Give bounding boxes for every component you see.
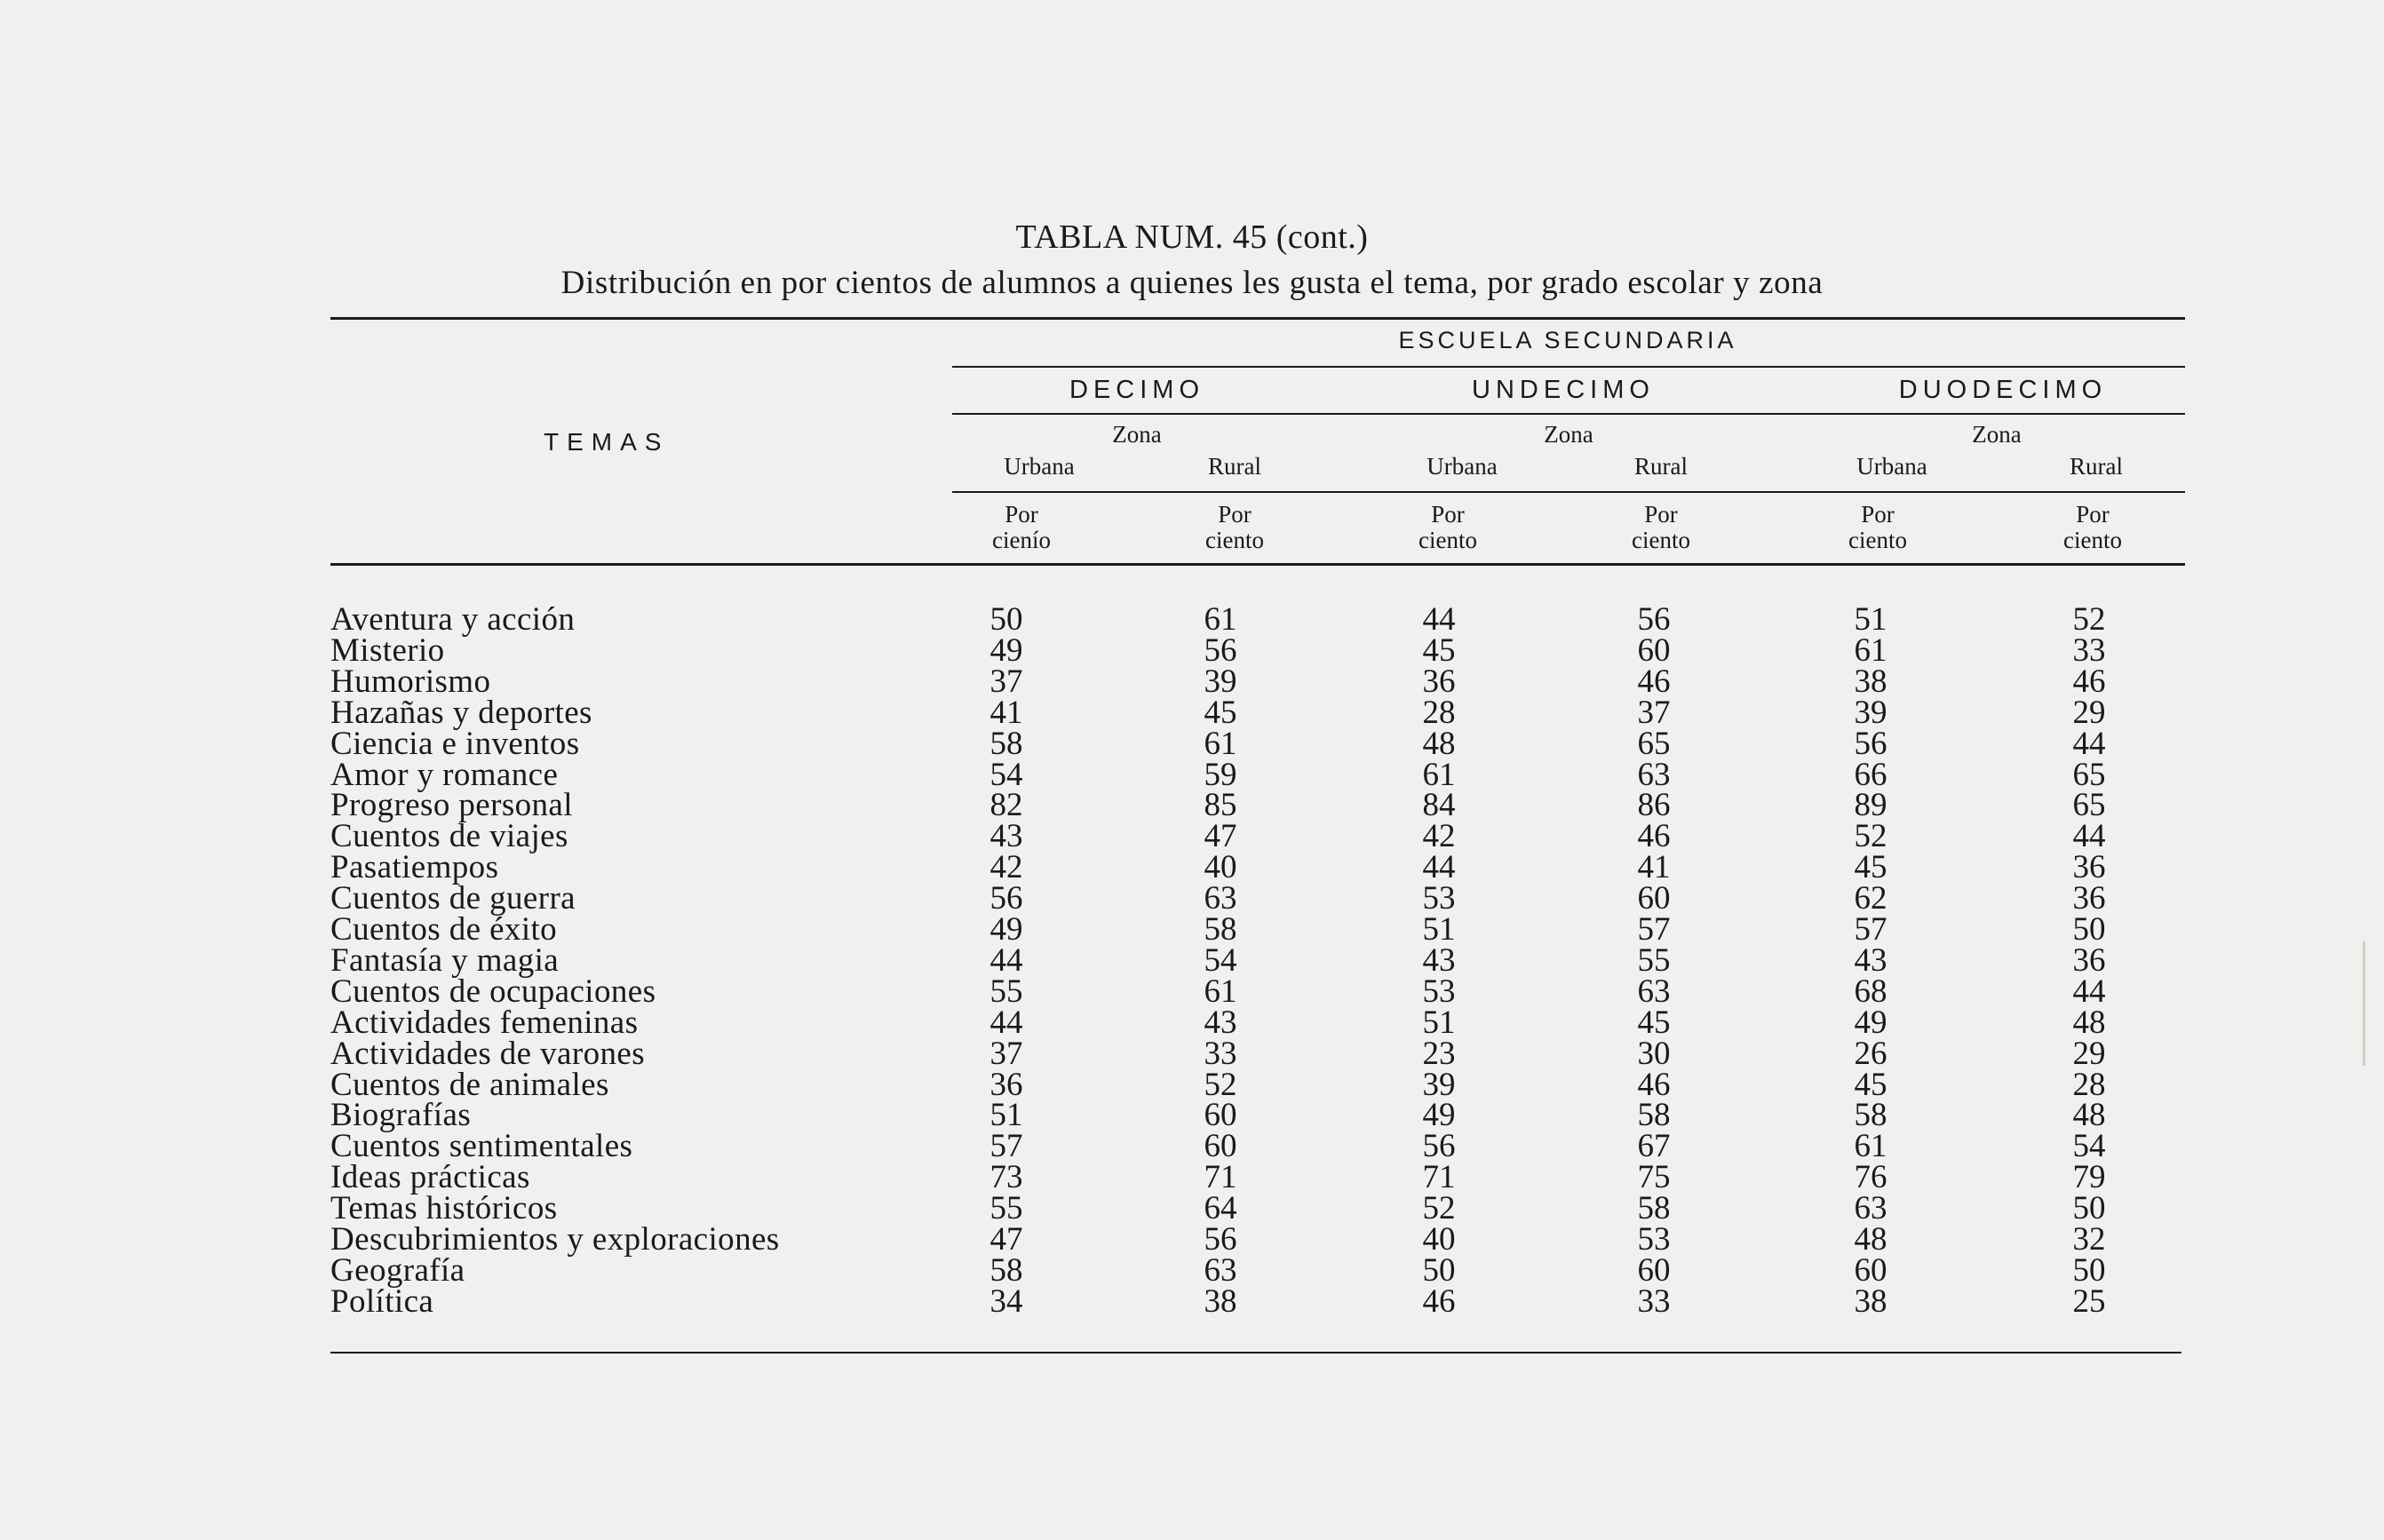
percent-cell: 58 xyxy=(1637,1097,1671,1134)
percent-cell: 58 xyxy=(1204,911,1237,948)
tema-label: Cuentos de éxito xyxy=(330,911,558,948)
tema-label: Cuentos de animales xyxy=(330,1066,609,1103)
percent-cell: 58 xyxy=(989,725,1023,762)
por-ciento-5 xyxy=(1807,502,1949,553)
percent-cell: 60 xyxy=(1854,1251,1887,1289)
percent-cell: 63 xyxy=(1637,972,1671,1010)
percent-cell: 44 xyxy=(2072,972,2106,1010)
percent-cell: 49 xyxy=(989,631,1023,669)
percent-cell: 66 xyxy=(1854,756,1887,793)
table-row xyxy=(0,1128,2384,1165)
percent-cell: 53 xyxy=(1637,1221,1671,1258)
tema-label: Cuentos de guerra xyxy=(330,880,576,917)
percent-cell: 37 xyxy=(989,663,1023,700)
percent-cell: 36 xyxy=(989,1066,1023,1103)
table-row xyxy=(0,1159,2384,1196)
percent-cell: 36 xyxy=(2072,880,2106,917)
percent-cell: 50 xyxy=(2072,1251,2106,1289)
percent-cell: 57 xyxy=(989,1128,1023,1165)
percent-cell: 47 xyxy=(1204,818,1237,855)
school-header: ESCUELA SECUNDARIA xyxy=(1398,327,1737,353)
percent-cell: 38 xyxy=(1204,1282,1237,1320)
percent-cell: 85 xyxy=(1204,787,1237,824)
percent-cell: 33 xyxy=(2072,631,2106,669)
percent-cell: 61 xyxy=(1422,756,1456,793)
table-row xyxy=(0,694,2384,731)
ciento-label: ciento xyxy=(1632,527,1690,553)
por-ciento-6 xyxy=(2022,502,2164,553)
percent-cell: 44 xyxy=(1422,849,1456,886)
ciento-label: ciento xyxy=(1848,527,1907,553)
percent-cell: 45 xyxy=(1422,631,1456,669)
ciento-label: ciento xyxy=(1205,527,1264,553)
percent-cell: 67 xyxy=(1637,1128,1671,1165)
percent-cell: 32 xyxy=(2072,1221,2106,1258)
rural-label-undecimo: Rural xyxy=(1634,453,1688,480)
zona-rule xyxy=(952,491,2185,493)
por-label: Por xyxy=(2076,501,2110,528)
percent-cell: 57 xyxy=(1854,911,1887,948)
table-row xyxy=(0,849,2384,886)
percent-cell: 61 xyxy=(1854,1128,1887,1165)
tema-label: Geografía xyxy=(330,1251,465,1289)
percent-cell: 60 xyxy=(1637,631,1671,669)
percent-cell: 45 xyxy=(1204,694,1237,731)
tema-label: Política xyxy=(330,1282,434,1320)
percent-cell: 51 xyxy=(1422,1004,1456,1041)
percent-cell: 36 xyxy=(1422,663,1456,700)
tema-label: Amor y romance xyxy=(330,756,559,793)
percent-cell: 64 xyxy=(1204,1190,1237,1227)
percent-cell: 50 xyxy=(1422,1251,1456,1289)
percent-cell: 44 xyxy=(2072,725,2106,762)
percent-cell: 39 xyxy=(1854,694,1887,731)
percent-cell: 39 xyxy=(1204,663,1237,700)
percent-cell: 41 xyxy=(1637,849,1671,886)
table-row xyxy=(0,663,2384,700)
table-row xyxy=(0,725,2384,762)
urbana-label-duodecimo: Urbana xyxy=(1856,453,1927,480)
percent-cell: 29 xyxy=(2072,694,2106,731)
tema-label: Cuentos sentimentales xyxy=(330,1128,633,1165)
percent-cell: 58 xyxy=(1637,1190,1671,1227)
percent-cell: 68 xyxy=(1854,972,1887,1010)
percent-cell: 56 xyxy=(1204,631,1237,669)
percent-cell: 36 xyxy=(2072,941,2106,979)
percent-cell: 43 xyxy=(1422,941,1456,979)
ciento-label: ciento xyxy=(1418,527,1477,553)
table-row xyxy=(0,1221,2384,1258)
tema-label: Temas históricos xyxy=(330,1190,558,1227)
percent-cell: 45 xyxy=(1854,1066,1887,1103)
rural-label-decimo: Rural xyxy=(1208,453,1261,480)
por-ciento-3 xyxy=(1377,502,1519,553)
percent-cell: 59 xyxy=(1204,756,1237,793)
percent-cell: 60 xyxy=(1204,1097,1237,1134)
por-ciento-1 xyxy=(950,502,1093,553)
percent-cell: 61 xyxy=(1204,601,1237,638)
table-row xyxy=(0,941,2384,979)
temas-header: TEMAS xyxy=(544,428,670,456)
table-row xyxy=(0,972,2384,1010)
percent-cell: 49 xyxy=(1854,1004,1887,1041)
percent-cell: 84 xyxy=(1422,787,1456,824)
percent-cell: 50 xyxy=(2072,1190,2106,1227)
urbana-label-undecimo: Urbana xyxy=(1426,453,1498,480)
percent-cell: 45 xyxy=(1637,1004,1671,1041)
percent-cell: 52 xyxy=(2072,601,2106,638)
percent-cell: 63 xyxy=(1204,1251,1237,1289)
table-row xyxy=(0,1282,2384,1320)
tema-label: Hazañas y deportes xyxy=(330,694,592,731)
percent-cell: 65 xyxy=(1637,725,1671,762)
percent-cell: 60 xyxy=(1637,1251,1671,1289)
tema-label: Ideas prácticas xyxy=(330,1159,530,1196)
percent-cell: 65 xyxy=(2072,787,2106,824)
tema-label: Actividades femeninas xyxy=(330,1004,639,1041)
percent-cell: 36 xyxy=(2072,849,2106,886)
percent-cell: 55 xyxy=(989,1190,1023,1227)
percent-cell: 76 xyxy=(1854,1159,1887,1196)
percent-cell: 46 xyxy=(2072,663,2106,700)
percent-cell: 75 xyxy=(1637,1159,1671,1196)
percent-cell: 51 xyxy=(989,1097,1023,1134)
header-bottom-rule xyxy=(330,563,2185,566)
percent-cell: 48 xyxy=(1854,1221,1887,1258)
table-row xyxy=(0,601,2384,638)
percent-cell: 63 xyxy=(1637,756,1671,793)
tema-label: Fantasía y magia xyxy=(330,941,560,979)
percent-cell: 39 xyxy=(1422,1066,1456,1103)
percent-cell: 56 xyxy=(1637,601,1671,638)
percent-cell: 48 xyxy=(2072,1004,2106,1041)
percent-cell: 49 xyxy=(1422,1097,1456,1134)
table-row xyxy=(0,818,2384,855)
school-header-rule xyxy=(952,366,2185,368)
percent-cell: 38 xyxy=(1854,663,1887,700)
percent-cell: 51 xyxy=(1422,911,1456,948)
percent-cell: 29 xyxy=(2072,1035,2106,1072)
percent-cell: 41 xyxy=(989,694,1023,731)
percent-cell: 63 xyxy=(1854,1190,1887,1227)
percent-cell: 65 xyxy=(2072,756,2106,793)
zona-label-undecimo: Zona xyxy=(1544,421,1593,448)
percent-cell: 38 xyxy=(1854,1282,1887,1320)
percent-cell: 52 xyxy=(1422,1190,1456,1227)
tema-label: Aventura y acción xyxy=(330,601,576,638)
percent-cell: 33 xyxy=(1637,1282,1671,1320)
percent-cell: 61 xyxy=(1204,972,1237,1010)
por-label: Por xyxy=(1218,501,1252,528)
percent-cell: 43 xyxy=(989,818,1023,855)
table-row xyxy=(0,1004,2384,1041)
table-row xyxy=(0,1035,2384,1072)
percent-cell: 40 xyxy=(1204,849,1237,886)
percent-cell: 46 xyxy=(1637,663,1671,700)
percent-cell: 73 xyxy=(989,1159,1023,1196)
table-row xyxy=(0,787,2384,824)
percent-cell: 71 xyxy=(1204,1159,1237,1196)
grade-header-rule xyxy=(952,413,2185,415)
percent-cell: 57 xyxy=(1637,911,1671,948)
percent-cell: 62 xyxy=(1854,880,1887,917)
table-row xyxy=(0,631,2384,669)
percent-cell: 56 xyxy=(1854,725,1887,762)
table-row xyxy=(0,1097,2384,1134)
percent-cell: 46 xyxy=(1422,1282,1456,1320)
percent-cell: 52 xyxy=(1854,818,1887,855)
percent-cell: 44 xyxy=(989,1004,1023,1041)
percent-cell: 55 xyxy=(989,972,1023,1010)
tema-label: Cuentos de viajes xyxy=(330,818,568,855)
percent-cell: 30 xyxy=(1637,1035,1671,1072)
percent-cell: 42 xyxy=(1422,818,1456,855)
percent-cell: 28 xyxy=(1422,694,1456,731)
grade-header-decimo: DECIMO xyxy=(1069,376,1204,404)
percent-cell: 44 xyxy=(2072,818,2106,855)
percent-cell: 56 xyxy=(1422,1128,1456,1165)
percent-cell: 40 xyxy=(1422,1221,1456,1258)
ciento-label: cienío xyxy=(992,527,1051,553)
percent-cell: 28 xyxy=(2072,1066,2106,1103)
table-row xyxy=(0,1066,2384,1103)
por-label: Por xyxy=(1431,501,1465,528)
table-title: TABLA NUM. 45 (cont.) xyxy=(1015,218,1369,256)
percent-cell: 46 xyxy=(1637,818,1671,855)
percent-cell: 37 xyxy=(989,1035,1023,1072)
table-row xyxy=(0,756,2384,793)
tema-label: Cuentos de ocupaciones xyxy=(330,972,656,1010)
ciento-label: ciento xyxy=(2063,527,2122,553)
top-rule xyxy=(330,317,2185,320)
percent-cell: 58 xyxy=(1854,1097,1887,1134)
percent-cell: 56 xyxy=(989,880,1023,917)
percent-cell: 51 xyxy=(1854,601,1887,638)
table-row xyxy=(0,1251,2384,1289)
percent-cell: 49 xyxy=(989,911,1023,948)
percent-cell: 26 xyxy=(1854,1035,1887,1072)
percent-cell: 56 xyxy=(1204,1221,1237,1258)
page-edge xyxy=(2363,941,2365,1066)
percent-cell: 63 xyxy=(1204,880,1237,917)
percent-cell: 61 xyxy=(1204,725,1237,762)
bottom-rule xyxy=(330,1352,2181,1353)
table-row xyxy=(0,911,2384,948)
tema-label: Biografías xyxy=(330,1097,472,1134)
zona-label-duodecimo: Zona xyxy=(1972,421,2022,448)
percent-cell: 48 xyxy=(2072,1097,2106,1134)
percent-cell: 79 xyxy=(2072,1159,2106,1196)
por-label: Por xyxy=(1005,501,1038,528)
percent-cell: 46 xyxy=(1637,1066,1671,1103)
percent-cell: 45 xyxy=(1854,849,1887,886)
percent-cell: 53 xyxy=(1422,972,1456,1010)
percent-cell: 43 xyxy=(1854,941,1887,979)
table-subtitle: Distribución en por cientos de alumnos a quienes les gusta el tema, por grado escolar y zona xyxy=(560,265,1824,301)
percent-cell: 48 xyxy=(1422,725,1456,762)
percent-cell: 61 xyxy=(1854,631,1887,669)
percent-cell: 71 xyxy=(1422,1159,1456,1196)
percent-cell: 44 xyxy=(1422,601,1456,638)
tema-label: Ciencia e inventos xyxy=(330,725,580,762)
percent-cell: 58 xyxy=(989,1251,1023,1289)
percent-cell: 54 xyxy=(2072,1128,2106,1165)
percent-cell: 44 xyxy=(989,941,1023,979)
percent-cell: 86 xyxy=(1637,787,1671,824)
tema-label: Descubrimientos y exploraciones xyxy=(330,1221,780,1258)
percent-cell: 33 xyxy=(1204,1035,1237,1072)
table-row xyxy=(0,880,2384,917)
por-label: Por xyxy=(1644,501,1678,528)
urbana-label-decimo: Urbana xyxy=(1004,453,1075,480)
percent-cell: 54 xyxy=(989,756,1023,793)
por-ciento-4 xyxy=(1590,502,1732,553)
tema-label: Misterio xyxy=(330,631,445,669)
tema-label: Pasatiempos xyxy=(330,849,499,886)
percent-cell: 43 xyxy=(1204,1004,1237,1041)
grade-header-undecimo: UNDECIMO xyxy=(1472,376,1655,404)
percent-cell: 23 xyxy=(1422,1035,1456,1072)
percent-cell: 89 xyxy=(1854,787,1887,824)
tema-label: Humorismo xyxy=(330,663,491,700)
percent-cell: 50 xyxy=(2072,911,2106,948)
percent-cell: 54 xyxy=(1204,941,1237,979)
tema-label: Progreso personal xyxy=(330,787,573,824)
tema-label: Actividades de varones xyxy=(330,1035,646,1072)
percent-cell: 42 xyxy=(989,849,1023,886)
percent-cell: 50 xyxy=(989,601,1023,638)
percent-cell: 25 xyxy=(2072,1282,2106,1320)
por-ciento-2 xyxy=(1164,502,1306,553)
percent-cell: 52 xyxy=(1204,1066,1237,1103)
percent-cell: 55 xyxy=(1637,941,1671,979)
percent-cell: 34 xyxy=(989,1282,1023,1320)
percent-cell: 82 xyxy=(989,787,1023,824)
percent-cell: 60 xyxy=(1204,1128,1237,1165)
por-label: Por xyxy=(1861,501,1895,528)
rural-label-duodecimo: Rural xyxy=(2070,453,2123,480)
percent-cell: 37 xyxy=(1637,694,1671,731)
percent-cell: 60 xyxy=(1637,880,1671,917)
percent-cell: 53 xyxy=(1422,880,1456,917)
table-row xyxy=(0,1190,2384,1227)
percent-cell: 47 xyxy=(989,1221,1023,1258)
zona-label-decimo: Zona xyxy=(1112,421,1162,448)
grade-header-duodecimo: DUODECIMO xyxy=(1898,376,2108,404)
